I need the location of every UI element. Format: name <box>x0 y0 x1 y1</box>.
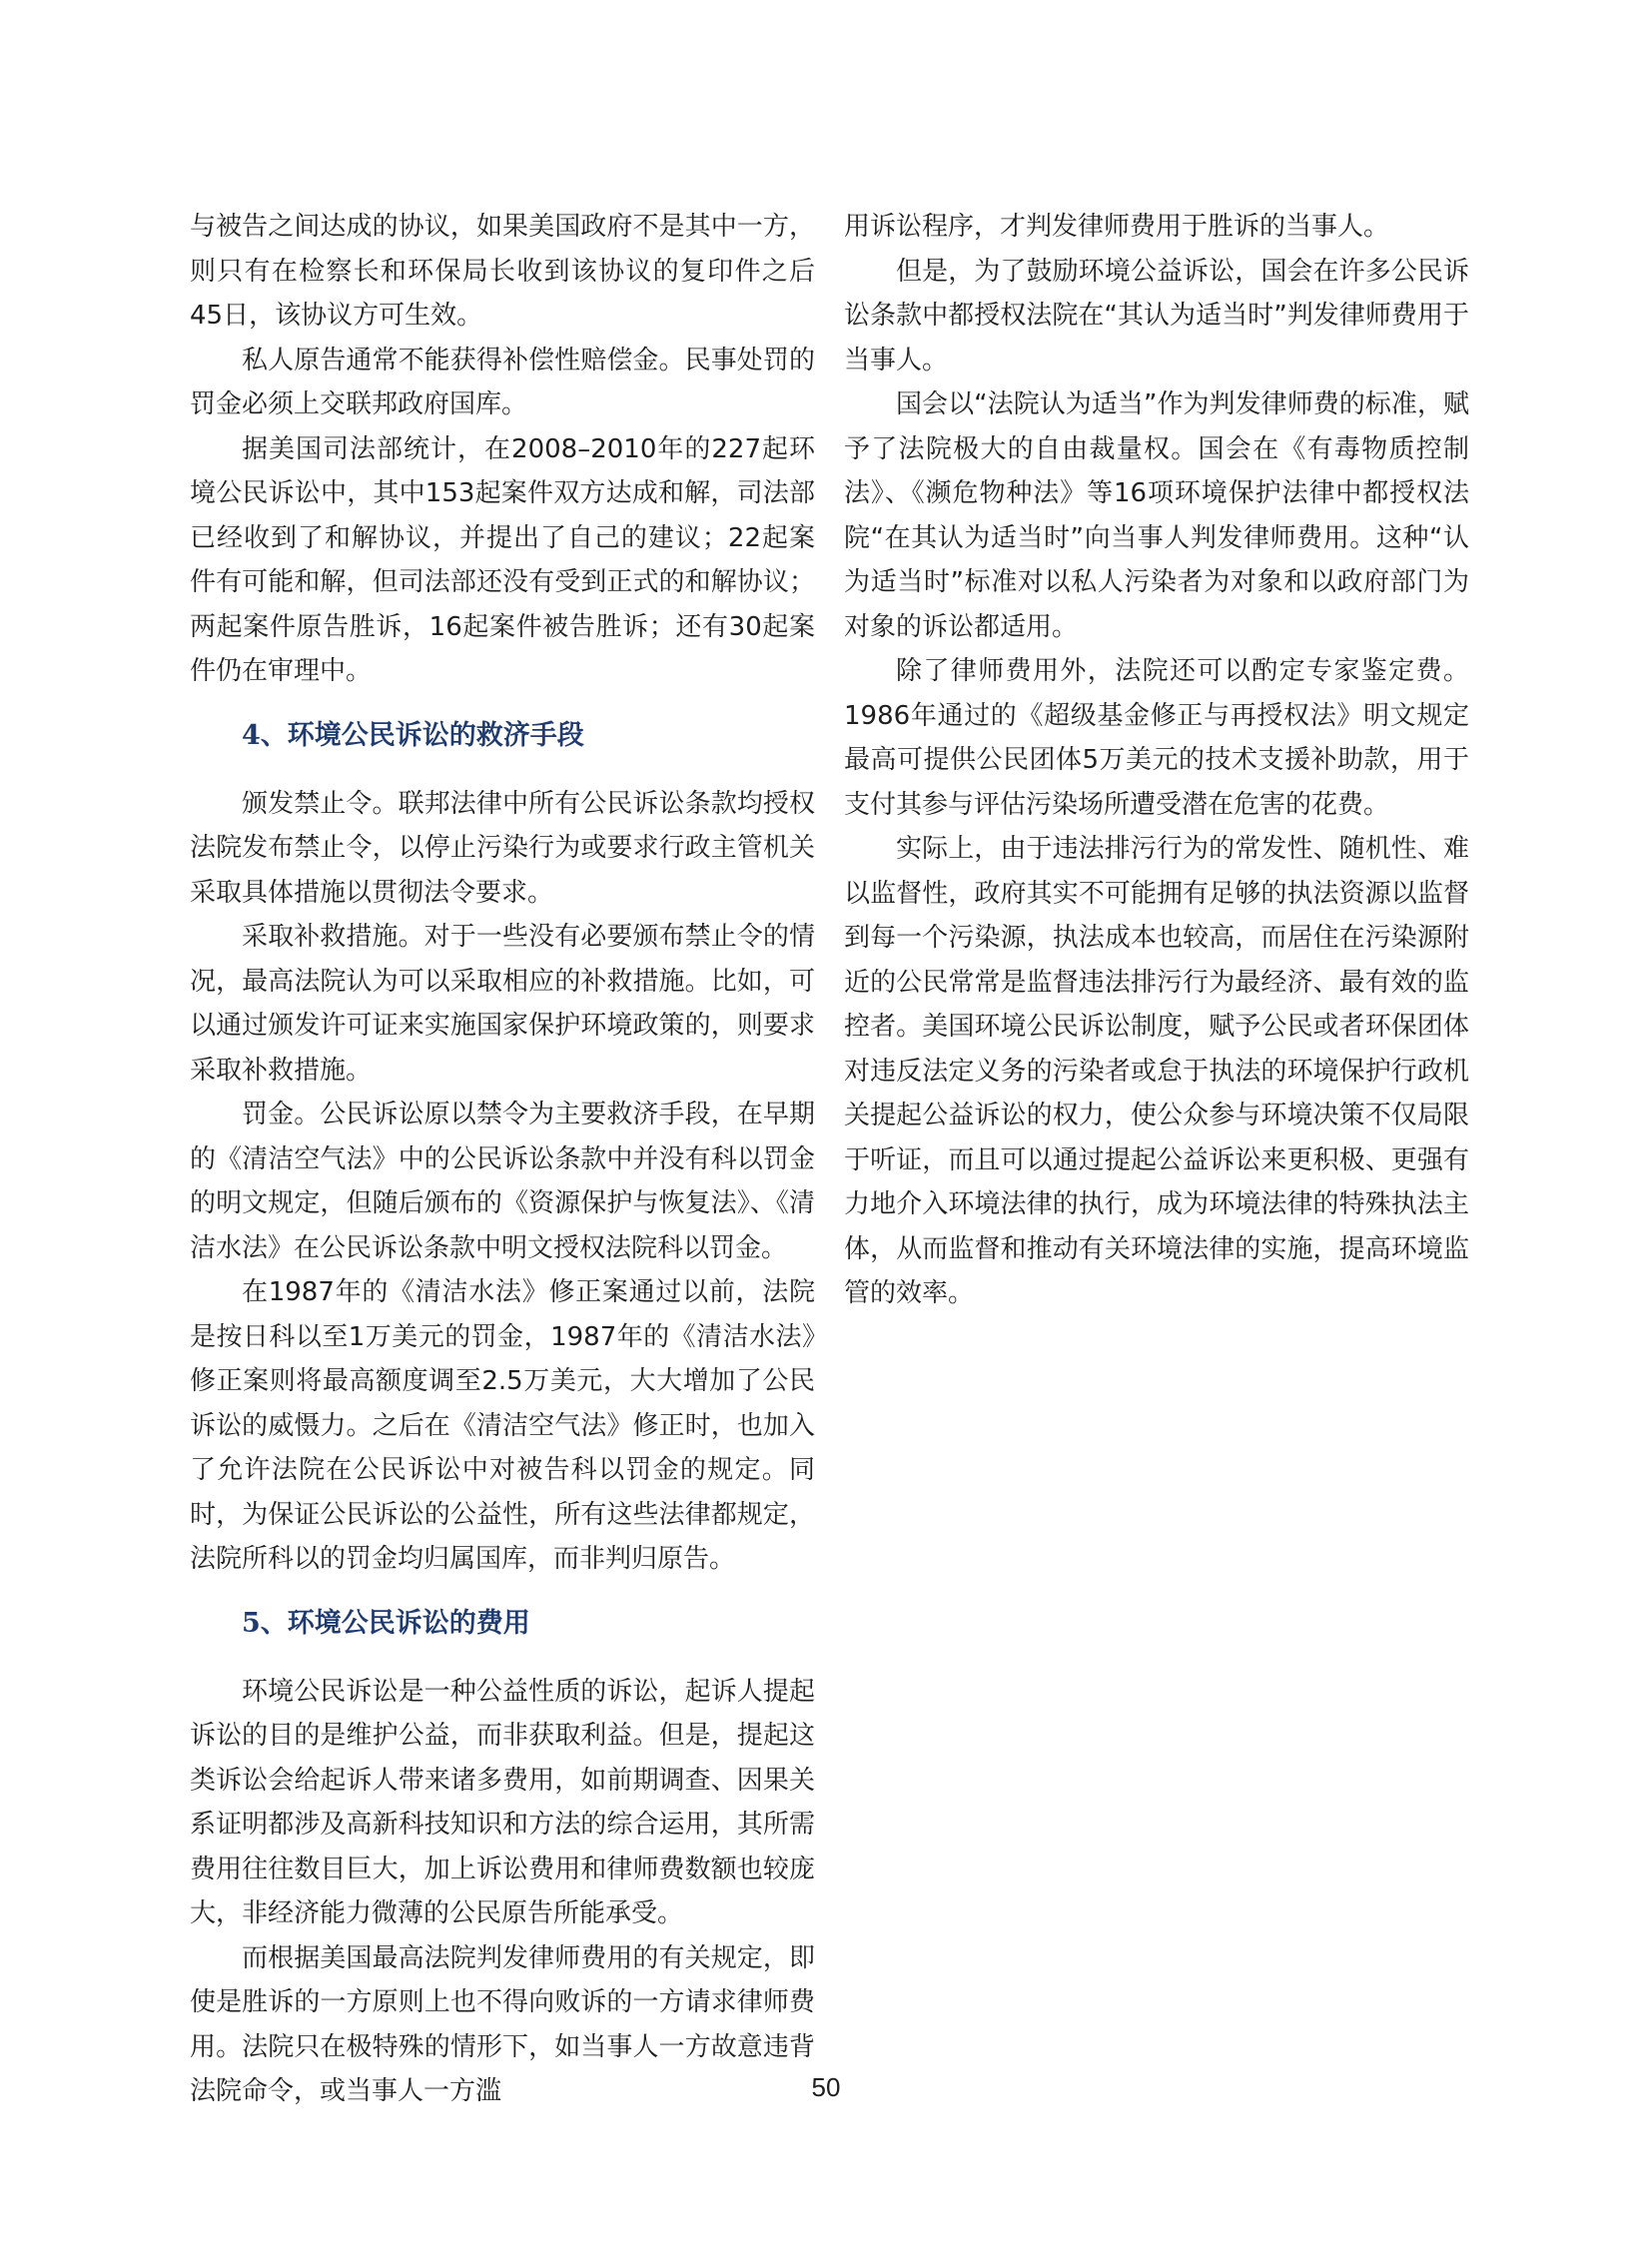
paragraph: 颁发禁止令。联邦法律中所有公民诉讼条款均授权法院发布禁止令，以停止污染行为或要求行政主管机关采取具体措施以贯彻法令要求。 <box>190 788 815 908</box>
paragraph: 除了律师费用外，法院还可以酌定专家鉴定费。1986年通过的《超级基金修正与再授权法》明文规定最高可提供公民团体5万美元的技术支援补助款，用于支付其参与评估污染场所遭受潜在危害的花费。 <box>844 656 1469 820</box>
paragraph: 据美国司法部统计，在2008–2010年的227起环境公民诉讼中，其中153起案件双方达成和解，司法部已经收到了和解协议，并提出了自己的建议；22起案件有可能和解，但司法部还没有受到正式的和解协议；两起案件原告胜诉，16起案件被告胜诉；还有30起案件仍在审理中。 <box>190 433 815 686</box>
page-number: 50 <box>811 2072 841 2102</box>
left-column <box>190 205 815 2114</box>
paragraph: 采取补救措施。对于一些没有必要颁布禁止令的情况，最高法院认为可以采取相应的补救措施。比如，可以通过颁发许可证来实施国家保护环境政策的，则要求采取补救措施。 <box>190 922 815 1086</box>
paragraph: 国会以“法院认为适当”作为判发律师费的标准，赋予了法院极大的自由裁量权。国会在《有毒物质控制法》、《濒危物种法》等16项环境保护法律中都授权法院“在其认为适当时”向当事人判发律师费用。这种“认为适当时”标准对以私人污染者为对象和以政府部门为对象的诉讼都适用。 <box>844 389 1469 642</box>
paragraph: 私人原告通常不能获得补偿性赔偿金。民事处罚的罚金必须上交联邦政府国库。 <box>190 345 815 419</box>
paragraph: 与被告之间达成的协议，如果美国政府不是其中一方，则只有在检察长和环保局长收到该协议的复印件之后45日，该协议方可生效。 <box>190 212 815 331</box>
paragraph: 罚金。公民诉讼原以禁令为主要救济手段，在早期的《清洁空气法》中的公民诉讼条款中并没有科以罚金的明文规定，但随后颁布的《资源保护与恢复法》、《清洁水法》在公民诉讼条款中明文授权法院科以罚金。 <box>190 1100 815 1263</box>
paragraph: 用诉讼程序，才判发律师费用于胜诉的当事人。 <box>844 212 1390 242</box>
right-column <box>844 205 1469 1316</box>
paragraph: 实际上，由于违法排污行为的常发性、随机性、难以监督性，政府其实不可能拥有足够的执法资源以监督到每一个污染源，执法成本也较高，而居住在污染源附近的公民常常是监督违法排污行为最经济、最有效的监控者。美国环境公民诉讼制度，赋予公民或者环保团体对违反法定义务的污染者或怠于执法的环境保护行政机关提起公益诉讼的权力，使公众参与环境决策不仅局限于听证，而且可以通过提起公益诉讼来更积极、更强有力地介入环境法律的执行，成为环境法律的特殊执法主体，从而监督和推动有关环境法律的实施，提高环境监管的效率。 <box>844 834 1469 1308</box>
section-heading: 5、环境公民诉讼的费用 <box>242 1607 530 1639</box>
paragraph: 而根据美国最高法院判发律师费用的有关规定，即使是胜诉的一方原则上也不得向败诉的一方请求律师费用。法院只在极特殊的情形下，如当事人一方故意违背法院命令，或当事人一方滥 <box>190 1942 815 2106</box>
section-heading: 4、环境公民诉讼的救济手段 <box>242 719 584 751</box>
paragraph: 但是，为了鼓励环境公益诉讼，国会在许多公民诉讼条款中都授权法院在“其认为适当时”判发律师费用于当事人。 <box>844 256 1469 375</box>
paragraph: 环境公民诉讼是一种公益性质的诉讼，起诉人提起诉讼的目的是维护公益，而非获取利益。但是，提起这类诉讼会给起诉人带来诸多费用，如前期调查、因果关系证明都涉及高新科技知识和方法的综合运用，其所需费用往往数目巨大，加上诉讼费用和律师费数额也较庞大，非经济能力微薄的公民原告所能承受。 <box>190 1676 815 1928</box>
paragraph: 在1987年的《清洁水法》修正案通过以前，法院是按日科以至1万美元的罚金，1987年的《清洁水法》修正案则将最高额度调至2.5万美元，大大增加了公民诉讼的威慑力。之后在《清洁空气法》修正时，也加入了允许法院在公民诉讼中对被告科以罚金的规定。同时，为保证公民诉讼的公益性，所有这些法律都规定，法院所科以的罚金均归属国库，而非判归原告。 <box>190 1277 815 1574</box>
